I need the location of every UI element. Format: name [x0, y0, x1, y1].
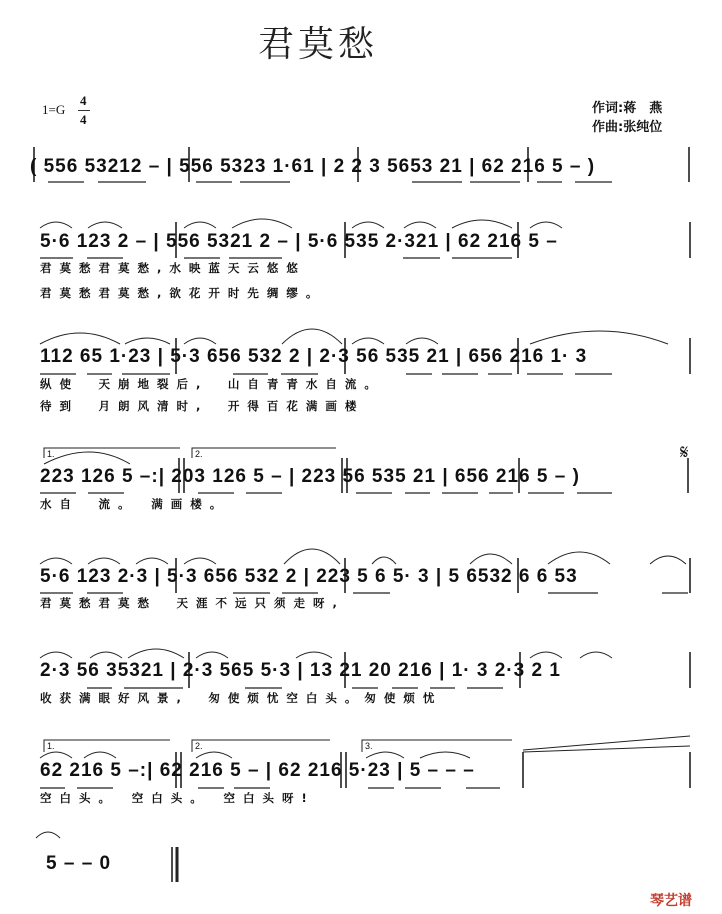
volta-second: 2.	[195, 449, 203, 459]
lyrics-row-3-verse-1: 纵使 天崩地裂后, 山自青青水自流。	[40, 377, 384, 391]
volta-second-end: 2.	[195, 741, 203, 751]
lyrics-row-6: 收获满眼好风景, 匆使烦忧空白头。匆使烦忧	[40, 691, 443, 705]
volta-first: 1.	[47, 449, 55, 459]
watermark-logo: 琴艺谱	[650, 893, 692, 909]
notation-row-5: 5·6 123 2·3 | 5·3 656 532 2 | 223 5 6 5· 3 | 5 6532 6 6 53	[40, 566, 578, 587]
volta-first-end: 1.	[47, 741, 55, 751]
volta-third: 3.	[365, 741, 373, 751]
notation-row-4: 223 126 5 –:| 203 126 5 – | 223 56 535 21 | 656 216 5 – )	[40, 466, 580, 487]
notation-row-3: 112 65 1·23 | 5·3 656 532 2 | 2·3 56 535 21 | 656 216 1· 3	[40, 346, 588, 367]
lyrics-row-5: 君莫愁君莫愁 天涯不远只须走呀,	[40, 596, 345, 610]
lyrics-row-7: 空白头。 空白头。 空白头呀!	[40, 791, 315, 805]
time-numerator: 4	[80, 93, 87, 108]
lyrics-row-2-verse-1: 君莫愁君莫愁,水映蓝天云悠悠	[40, 261, 306, 275]
lyricist-credit: 作词:蒋 燕	[592, 101, 663, 116]
lyrics-row-3-verse-2: 待到 月朗风清时, 开得百花满画楼	[40, 399, 365, 413]
composer-credit: 作曲:张纯位	[592, 120, 663, 135]
song-title: 君莫愁	[258, 24, 379, 65]
notation-row-7: 62 216 5 –:| 62 216 5 – | 62 216 5·23 | 5 – – –	[40, 760, 475, 781]
lyrics-row-2-verse-2: 君莫愁君莫愁,欲花开时先绸缪。	[40, 286, 326, 300]
time-denominator: 4	[80, 112, 87, 127]
notation-row-1: ( 556 53212 – | 556 5323 1·61 | 2 2 3 5653 21 | 62 216 5 – )	[30, 156, 596, 177]
key-signature: 1=G	[42, 102, 66, 117]
segno-icon: 𝄋	[680, 440, 689, 464]
notation-row-8: 5 – – 0	[46, 853, 112, 874]
notation-row-2: 5·6 123 2 – | 556 5321 2 – | 5·6 535 2·321 | 62 216 5 –	[40, 231, 558, 252]
lyrics-row-4: 水自 流。 满画楼。	[40, 497, 230, 511]
notation-row-6: 2·3 56 35321 | 2·3 565 5·3 | 13 21 20 216 | 1· 3 2·3 2 1	[40, 660, 561, 681]
